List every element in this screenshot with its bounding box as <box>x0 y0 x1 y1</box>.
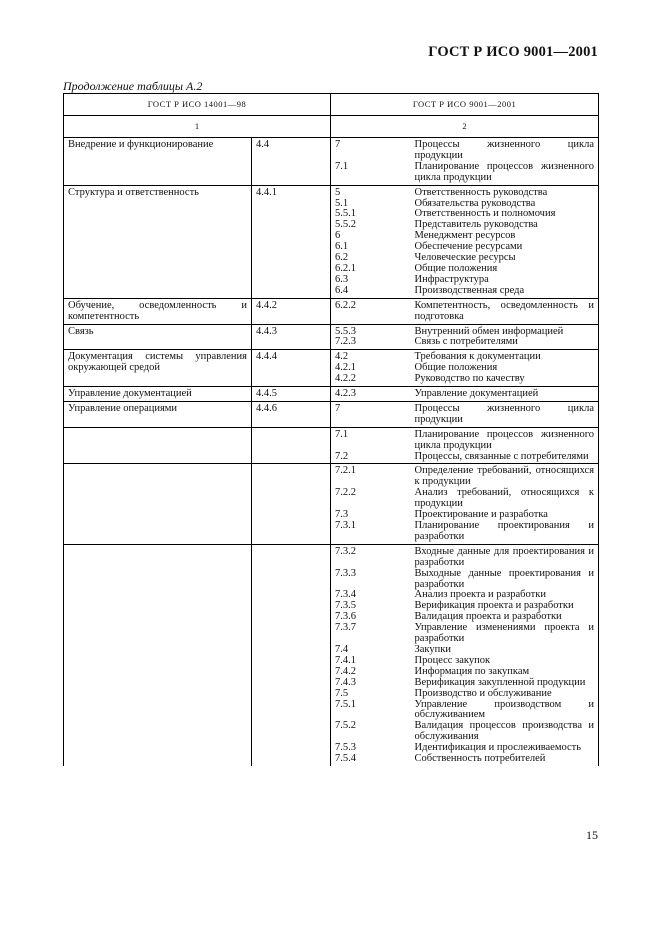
iso9001-clause-number: 4.2.3 <box>335 388 357 400</box>
iso9001-clause-number: 7.2.3 <box>335 336 357 348</box>
iso9001-clause-numbers <box>331 324 409 350</box>
iso9001-clause-titles <box>409 427 599 464</box>
iso14001-clause-number: 4.4 <box>252 138 331 186</box>
iso9001-clause-number: 7.2.2 <box>335 487 357 499</box>
iso9001-clause-number: 4.2.2 <box>335 373 357 385</box>
iso9001-clause-title: Определение требований, относящихся к продукции <box>414 465 595 488</box>
table-row <box>64 138 599 186</box>
iso9001-clause-title: Менеджмент ресурсов <box>414 230 516 242</box>
iso9001-clause-number: 7.4 <box>335 643 349 655</box>
iso9001-clause-title: Анализ требований, относящихся к продукции <box>414 487 595 510</box>
iso9001-clause-number: 5.5.2 <box>335 219 357 231</box>
iso14001-clause-title: Связь <box>64 324 252 350</box>
iso14001-clause-number <box>252 427 331 464</box>
iso9001-clause-number: 7.4.2 <box>335 665 357 677</box>
iso9001-clause-number: 6.4 <box>335 284 349 296</box>
iso9001-clause-title: Валидация процессов производства и обслуживания <box>414 720 595 743</box>
table-row <box>64 185 599 298</box>
iso9001-clause-title: Процессы жизненного цикла продукции <box>414 402 595 425</box>
table-row <box>64 324 599 350</box>
iso14001-clause-title: Управление документацией <box>64 387 252 402</box>
iso9001-clause-title: Выходные данные проектирования и разработки <box>414 567 595 590</box>
table-row <box>64 387 599 402</box>
iso9001-clause-titles <box>409 298 599 324</box>
iso9001-clause-number: 6.1 <box>335 241 349 253</box>
iso9001-clause-number: 5.1 <box>335 197 349 209</box>
iso9001-clause-title: Производство и обслуживание <box>414 687 552 699</box>
iso9001-clause-title: Идентификация и прослеживаемость <box>414 742 582 754</box>
iso9001-clause-number: 7 <box>335 402 341 414</box>
iso9001-clause-number: 7.5.4 <box>335 753 357 765</box>
iso9001-clause-title: Управление производством и обслуживанием <box>414 698 595 721</box>
iso14001-clause-title: Внедрение и функционирование <box>64 138 252 186</box>
iso9001-clause-numbers <box>331 185 409 298</box>
iso9001-clause-title: Человеческие ресурсы <box>414 252 516 264</box>
iso9001-clause-title: Планирование процессов жизненного цикла продукции <box>414 160 595 183</box>
iso14001-clause-number <box>252 464 331 544</box>
iso9001-clause-numbers <box>331 427 409 464</box>
iso9001-clause-numbers <box>331 464 409 544</box>
table-caption: Продолжение таблицы А.2 <box>63 79 203 93</box>
iso9001-clause-title: Планирование проектирования и разработки <box>414 520 595 542</box>
iso9001-clause-number: 6.2 <box>335 252 349 264</box>
table-row <box>64 427 599 464</box>
iso9001-clause-number: 6.2.1 <box>335 262 357 274</box>
iso9001-clause-number: 6 <box>335 230 341 242</box>
iso9001-clause-title: Проектирование и разработка <box>414 509 548 521</box>
iso14001-clause-title: Обучение, осведомленность и компетентность <box>64 298 252 324</box>
iso9001-clause-title: Ответственность руководства <box>414 186 548 198</box>
iso9001-clause-title: Процессы, связанные с потребителями <box>414 450 589 462</box>
table-row <box>64 544 599 766</box>
iso9001-clause-number: 4.2 <box>335 351 349 363</box>
iso9001-clause-number: 7.1 <box>335 428 349 440</box>
iso9001-clause-number: 4.2.1 <box>335 362 357 374</box>
iso14001-clause-title <box>64 544 252 766</box>
iso9001-clause-number: 7.3 <box>335 509 349 521</box>
iso9001-clause-titles <box>409 387 599 402</box>
table-header-row <box>64 94 599 116</box>
iso9001-clause-number: 6.2.2 <box>335 299 357 311</box>
iso9001-clause-title: Компетентность, осведомленность и подготовка <box>414 299 595 322</box>
iso9001-clause-number: 7.3.4 <box>335 589 357 601</box>
iso9001-clause-titles <box>409 138 599 186</box>
iso9001-clause-title: Верификация проекта и разработки <box>414 600 574 612</box>
iso9001-clause-numbers <box>331 298 409 324</box>
iso9001-clause-numbers <box>331 387 409 402</box>
iso9001-clause-number: 7.4.1 <box>335 654 357 666</box>
iso9001-clause-title: Обязательства руководства <box>414 197 536 209</box>
iso9001-clause-title: Связь с потребителями <box>414 336 518 348</box>
iso9001-clause-titles <box>409 401 599 427</box>
iso9001-clause-titles <box>409 324 599 350</box>
iso9001-clause-title: Планирование процессов жизненного цикла продукции <box>414 428 595 451</box>
iso9001-clause-title: Общие положения <box>414 362 498 374</box>
iso9001-clause-number: 5 <box>335 186 341 198</box>
iso9001-clause-number: 7.5.1 <box>335 698 357 710</box>
iso9001-clause-title: Руководство по качеству <box>414 373 525 385</box>
iso9001-clause-numbers <box>331 350 409 387</box>
iso14001-clause-number: 4.4.3 <box>252 324 331 350</box>
iso9001-clause-number: 7 <box>335 139 341 150</box>
iso9001-clause-numbers <box>331 401 409 427</box>
iso9001-clause-number: 7.5.2 <box>335 720 357 732</box>
iso9001-clause-title: Производственная среда <box>414 284 525 296</box>
iso9001-clause-title: Управление документацией <box>414 388 539 400</box>
iso14001-clause-number: 4.4.4 <box>252 350 331 387</box>
iso9001-clause-title: Требования к документации <box>414 351 541 363</box>
iso9001-clause-title: Управление изменениями проекта и разработки <box>414 622 595 645</box>
iso9001-clause-number: 7.3.6 <box>335 611 357 623</box>
table-row <box>64 401 599 427</box>
iso9001-clause-number: 7.2 <box>335 450 349 462</box>
iso9001-clause-titles <box>409 185 599 298</box>
iso9001-clause-number: 6.3 <box>335 273 349 285</box>
iso9001-clause-titles <box>409 350 599 387</box>
iso9001-clause-number: 7.1 <box>335 160 349 172</box>
iso9001-clause-number: 7.3.1 <box>335 520 357 531</box>
column-header-iso14001: ГОСТ Р ИСО 14001—98 <box>64 94 331 116</box>
iso9001-clause-title: Верификация закупленной продукции <box>414 676 586 688</box>
table-row <box>64 350 599 387</box>
iso9001-clause-number: 7.3.2 <box>335 545 357 557</box>
column-number-2: 2 <box>331 116 599 138</box>
correspondence-table <box>63 93 599 766</box>
iso14001-clause-title: Управление операциями <box>64 401 252 427</box>
iso9001-clause-title: Процесс закупок <box>414 654 491 666</box>
table-row <box>64 464 599 544</box>
iso9001-clause-number: 5.5.1 <box>335 208 357 220</box>
iso14001-clause-number: 4.4.5 <box>252 387 331 402</box>
document-title: ГОСТ Р ИСО 9001—2001 <box>428 44 598 60</box>
iso9001-clause-title: Входные данные для проектирования и разработки <box>414 545 595 568</box>
iso14001-clause-number: 4.4.6 <box>252 401 331 427</box>
iso14001-clause-title: Структура и ответственность <box>64 185 252 298</box>
iso9001-clause-title: Ответственность и полномочия <box>414 208 556 220</box>
iso14001-clause-number <box>252 544 331 766</box>
iso9001-clause-number: 7.5 <box>335 687 349 699</box>
iso9001-clause-title: Обеспечение ресурсами <box>414 241 523 253</box>
iso14001-clause-number: 4.4.1 <box>252 185 331 298</box>
iso9001-clause-number: 7.3.7 <box>335 622 357 634</box>
iso9001-clause-title: Анализ проекта и разработки <box>414 589 546 601</box>
iso9001-clause-numbers <box>331 138 409 186</box>
iso9001-clause-title: Информация по закупкам <box>414 665 530 677</box>
iso9001-clause-title: Общие положения <box>414 262 498 274</box>
iso9001-clause-title: Процессы жизненного цикла продукции <box>414 139 595 161</box>
iso9001-clause-number: 7.3.3 <box>335 567 357 579</box>
page-number: 15 <box>586 828 598 842</box>
iso9001-clause-title: Валидация проекта и разработки <box>414 611 562 623</box>
column-header-iso9001: ГОСТ Р ИСО 9001—2001 <box>331 94 599 116</box>
iso9001-clause-titles <box>409 464 599 544</box>
iso9001-clause-number: 7.3.5 <box>335 600 357 612</box>
iso14001-clause-title <box>64 464 252 544</box>
iso9001-clause-number: 7.5.3 <box>335 742 357 754</box>
iso9001-clause-title: Инфраструктура <box>414 273 489 285</box>
iso14001-clause-title: Документация системы управления окружающей средой <box>64 350 252 387</box>
iso9001-clause-title: Внутренний обмен информацией <box>414 325 564 337</box>
iso9001-clause-title: Представитель руководства <box>414 219 538 231</box>
iso9001-clause-number: 5.5.3 <box>335 325 357 337</box>
iso14001-clause-number: 4.4.2 <box>252 298 331 324</box>
iso9001-clause-numbers <box>331 544 409 766</box>
column-number-row <box>64 116 599 138</box>
column-number-1: 1 <box>64 116 331 138</box>
iso9001-clause-titles <box>409 544 599 766</box>
table-row <box>64 298 599 324</box>
iso9001-clause-number: 7.4.3 <box>335 676 357 688</box>
iso9001-clause-title: Собственность потребителей <box>414 753 546 765</box>
iso9001-clause-title: Закупки <box>414 643 451 655</box>
iso14001-clause-title <box>64 427 252 464</box>
iso9001-clause-number: 7.2.1 <box>335 465 357 477</box>
